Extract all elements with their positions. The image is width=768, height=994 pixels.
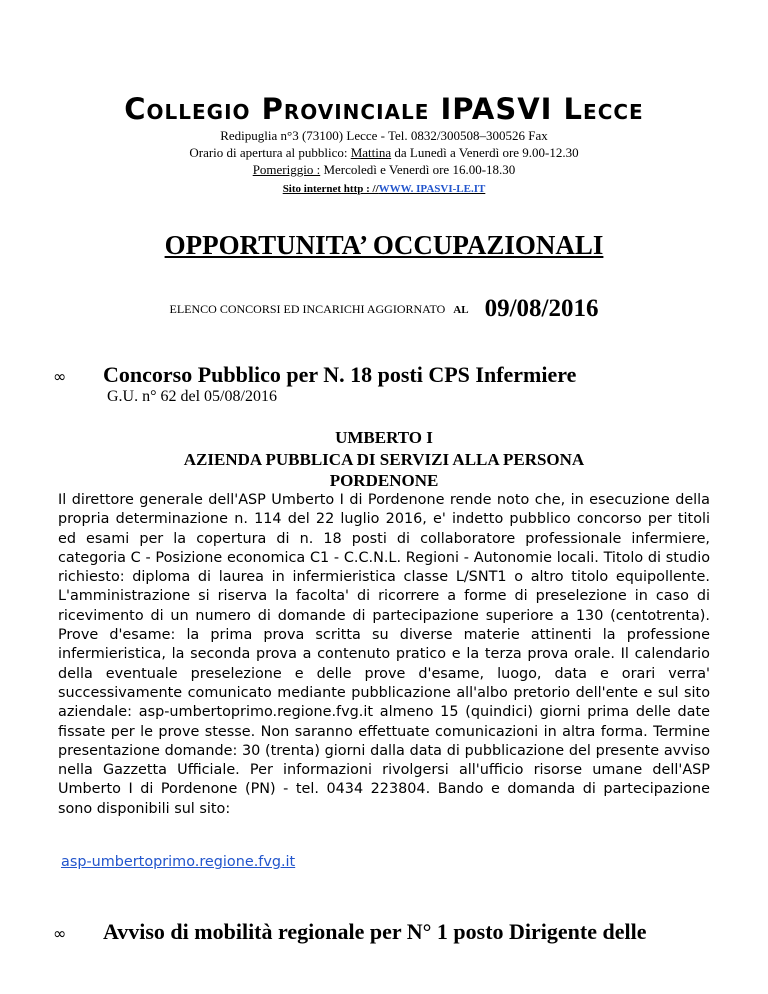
afternoon-hours-line xyxy=(0,162,768,178)
site-prefix: Sito internet http : // xyxy=(282,183,379,195)
item-title: Concorso Pubblico per N. 18 posti CPS Infermiere xyxy=(103,362,577,387)
main-title: OPPORTUNITA’ OCCUPAZIONALI xyxy=(164,230,604,260)
infinity-bullet-icon: ∞ xyxy=(53,367,67,386)
updated-label: ELENCO CONCORSI ED INCARICHI AGGIORNATO xyxy=(169,302,446,316)
hours-pomeriggio-rest: Mercoledì e Venerdì ore 16.00-18.30 xyxy=(320,162,516,177)
item-link[interactable]: asp-umbertoprimo.regione.fvg.it xyxy=(61,854,296,870)
hours-mattina: Mattina xyxy=(350,145,392,160)
hours-pomeriggio: Pomeriggio : xyxy=(252,162,321,177)
item-title: Avviso di mobilità regionale per N° 1 posto Dirigente delle xyxy=(103,919,647,944)
updated-list-line xyxy=(0,292,768,320)
hours-mattina-rest: da Lunedì a Venerdì ore 9.00-12.30 xyxy=(391,145,579,160)
website-line xyxy=(0,183,768,195)
hours-prefix: Orario di apertura al pubblico: xyxy=(189,145,351,160)
entity-type: AZIENDA PUBBLICA DI SERVIZI ALLA PERSONA xyxy=(183,450,585,469)
entity-city: PORDENONE xyxy=(329,471,439,490)
org-title: Collegio Provinciale IPASVI Lecce xyxy=(124,92,644,126)
address-line: Redipuglia n°3 (73100) Lecce - Tel. 0832/300508–300526 Fax xyxy=(220,128,548,143)
al-label: AL xyxy=(453,304,469,316)
update-date: 09/08/2016 xyxy=(484,295,599,322)
item-description: Il direttore generale dell'ASP Umberto I di Pordenone rende noto che, in esecuzione della propria determinazione n. 114 del 22 luglio 2016, e' indetto pubblico concorso per titoli ed esami per la copertura di n. 18 posti di collaboratore professionale infermiere, categoria C - Posizione economica C1 - C.C.N.L. Regioni - Autonomie locali. Titolo di studio richiesto: diploma di laurea in infermieristica classe L/SNT1 o altro titolo equipollente. L'amministrazione si riserva la facolta' di ricorrere a forme di preselezione in caso di ricevimento di un numero di domande di partecipazione superiore a 130 (centotrenta). Prove d'esame: la prima prova scritta su diverse materie attinenti la professione infermieristica, la seconda prova a contenuto pratico e la terza prova orale. Il calendario della eventuale preselezione e delle prove d'esame, luogo, data e orari verra' successivamente comunicato mediante pubblicazione all'albo pretorio dell'ente e sul sito aziendale: asp-umbertoprimo.regione.fvg.it almeno 15 (quindici) giorni prima delle date fissate per le prove stesse. Non saranno effettuate comunicazioni in altra forma. Termine presentazione domande: 30 (trenta) giorni dalla data di pubblicazione del presente avviso nella Gazzetta Ufficiale. Per informazioni rivolgersi all'ufficio risorse umane dell'ASP Umberto I di Pordenone (PN) - tel. 0434 223804. Bando e domanda di partecipazione sono disponibili sul sito: xyxy=(58,492,710,817)
website-link[interactable]: WWW. IPASVI-LE.IT xyxy=(378,183,486,195)
entity-name: UMBERTO I xyxy=(335,428,433,447)
infinity-bullet-icon: ∞ xyxy=(53,924,67,943)
gazzetta-reference: G.U. n° 62 del 05/08/2016 xyxy=(107,388,277,405)
opening-hours-line xyxy=(0,145,768,161)
